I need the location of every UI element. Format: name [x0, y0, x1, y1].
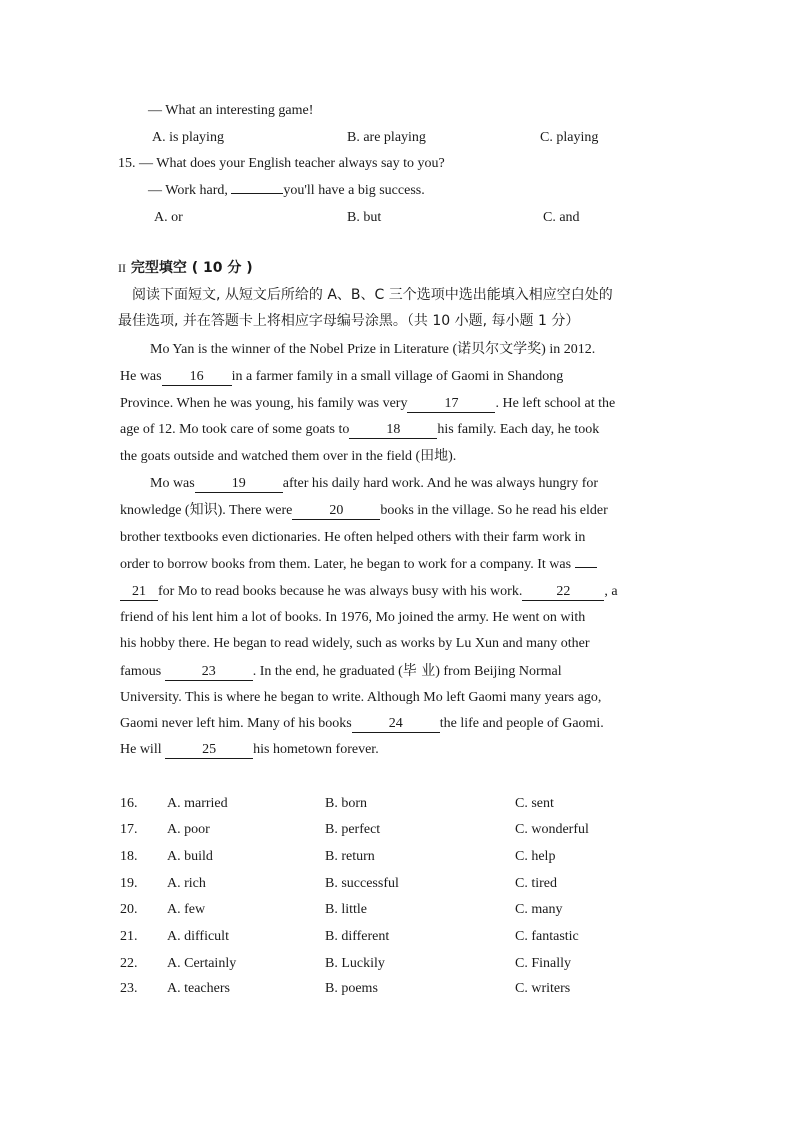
passage-text: his family. Each day, he took — [437, 422, 600, 437]
q15-answer-after: you'll have a big success. — [283, 183, 425, 198]
passage-line-12: his hobby there. He began to read widely, such as works by Lu Xun and many other — [120, 636, 590, 651]
option-c: C. Finally — [515, 956, 572, 971]
section-score: ( 10 分 ) — [191, 260, 253, 276]
option-c: C. tired — [515, 876, 557, 891]
q15-blank — [231, 193, 283, 194]
q15-question-text: — What does your English teacher always say to you? — [139, 156, 445, 171]
option-row — [0, 901, 794, 919]
option-c: C. writers — [515, 981, 571, 996]
q14-option-b: B. are playing — [347, 130, 426, 145]
option-a: A. few — [167, 902, 206, 917]
passage-text: , a — [604, 584, 618, 599]
option-a: A. rich — [167, 876, 206, 891]
option-number: 23. — [120, 981, 138, 996]
blank-21-start — [575, 567, 597, 568]
option-row — [0, 928, 794, 946]
option-c: C. fantastic — [515, 929, 579, 944]
option-b: B. different — [325, 929, 390, 944]
section-heading — [118, 259, 253, 277]
q15-question — [118, 155, 445, 173]
passage-line-5: the goats outside and watched them over in the field (田地). — [120, 449, 457, 464]
option-number: 21. — [120, 929, 138, 944]
passage-line-8: brother textbooks even dictionaries. He often helped others with their farm work in — [120, 530, 586, 545]
option-row — [0, 821, 794, 839]
option-number: 19. — [120, 876, 138, 891]
passage-text: his hometown forever. — [253, 742, 379, 757]
passage-line-11: friend of his lent him a lot of books. In 1976, Mo joined the army. He went on with — [120, 610, 586, 625]
option-number: 20. — [120, 902, 138, 917]
option-row — [0, 875, 794, 893]
passage-text: for Mo to read books because he was always busy with his work. — [158, 584, 523, 599]
option-b: B. Luckily — [325, 956, 385, 971]
passage-text: . He left school at the — [495, 396, 616, 411]
q15-answer — [148, 182, 425, 200]
passage-text: age of 12. Mo took care of some goats to — [120, 422, 350, 437]
blank-16: 16 — [162, 369, 232, 386]
section-numeral: II — [118, 261, 126, 275]
option-row — [0, 980, 794, 998]
passage-line-15 — [120, 715, 604, 733]
blank-21: 21 — [120, 584, 158, 601]
section-title: 完型填空 — [130, 260, 187, 276]
passage-text: ) from Beijing Normal — [435, 664, 562, 679]
passage-line-16 — [120, 741, 379, 759]
passage-line-6 — [150, 475, 598, 493]
passage-line-4 — [120, 421, 599, 439]
passage-text: after his daily hard work. And he was always hungry for — [282, 476, 599, 491]
instructions-line-1: 阅读下面短文, 从短文后所给的 A、B、C 三个选项中选出能填入相应空白处的 — [132, 287, 613, 303]
passage-text: He was — [120, 369, 162, 384]
blank-23: 23 — [165, 664, 253, 681]
option-row — [0, 848, 794, 866]
blank-24: 24 — [352, 716, 440, 733]
passage-text: order to borrow books from them. Later, he began to work for a company. It was — [120, 557, 572, 572]
passage-line-14: University. This is where he began to write. Although Mo left Gaomi many years ago, — [120, 690, 602, 705]
option-a: A. teachers — [167, 981, 230, 996]
passage-text: . In the end, he graduated ( — [252, 664, 403, 679]
passage-line-7 — [120, 502, 608, 520]
option-number: 18. — [120, 849, 138, 864]
passage-line-3 — [120, 395, 615, 413]
option-b: B. perfect — [325, 822, 381, 837]
instructions-line-2: 最佳选项, 并在答题卡上将相应字母编号涂黑。（共 10 小题, 每小题 1 分） — [118, 313, 580, 329]
option-a: A. married — [167, 796, 228, 811]
option-a: A. Certainly — [167, 956, 237, 971]
option-a: A. build — [167, 849, 213, 864]
option-b: B. return — [325, 849, 375, 864]
option-b: B. born — [325, 796, 367, 811]
passage-text: books in the village. So he read his elder — [380, 503, 608, 518]
passage-text: Gaomi never left him. Many of his books — [120, 716, 352, 731]
q14-option-a: A. is playing — [152, 130, 224, 145]
q14-response: — What an interesting game! — [148, 103, 314, 118]
option-number: 22. — [120, 956, 138, 971]
option-b: B. poems — [325, 981, 378, 996]
option-number: 17. — [120, 822, 138, 837]
blank-18: 18 — [349, 422, 437, 439]
option-row — [0, 795, 794, 813]
blank-25: 25 — [165, 742, 253, 759]
blank-20: 20 — [292, 503, 380, 520]
blank-17: 17 — [407, 396, 495, 413]
option-c: C. sent — [515, 796, 554, 811]
option-c: C. wonderful — [515, 822, 589, 837]
option-b: B. little — [325, 902, 367, 917]
option-c: C. help — [515, 849, 556, 864]
q15-option-b: B. but — [347, 210, 382, 225]
option-b: B. successful — [325, 876, 399, 891]
passage-line-1: Mo Yan is the winner of the Nobel Prize in Literature (诺贝尔文学奖) in 2012. — [150, 342, 596, 357]
passage-text: in a farmer family in a small village of Gaomi in Shandong — [231, 369, 564, 384]
passage-text: He will — [120, 742, 162, 757]
option-c: C. many — [515, 902, 563, 917]
q15-number: 15. — [118, 156, 136, 171]
passage-text: Mo was — [150, 476, 195, 491]
passage-line-2 — [120, 368, 563, 386]
passage-text: the life and people of Gaomi. — [439, 716, 604, 731]
q14-option-c: C. playing — [540, 130, 599, 145]
q15-answer-before: — Work hard, — [148, 183, 232, 198]
passage-line-9 — [120, 556, 597, 574]
passage-text-cn: 毕 业 — [402, 663, 436, 679]
passage-text: Province. When he was young, his family was very — [120, 396, 408, 411]
option-row — [0, 955, 794, 973]
q15-option-a: A. or — [154, 210, 183, 225]
passage-line-13 — [120, 662, 562, 681]
blank-19: 19 — [195, 476, 283, 493]
q15-option-c: C. and — [543, 210, 580, 225]
option-a: A. difficult — [167, 929, 229, 944]
option-a: A. poor — [167, 822, 210, 837]
passage-line-10 — [120, 583, 618, 601]
passage-text: famous — [120, 664, 162, 679]
option-number: 16. — [120, 796, 138, 811]
blank-22: 22 — [522, 584, 604, 601]
passage-text: knowledge (知识). There were — [120, 503, 293, 518]
